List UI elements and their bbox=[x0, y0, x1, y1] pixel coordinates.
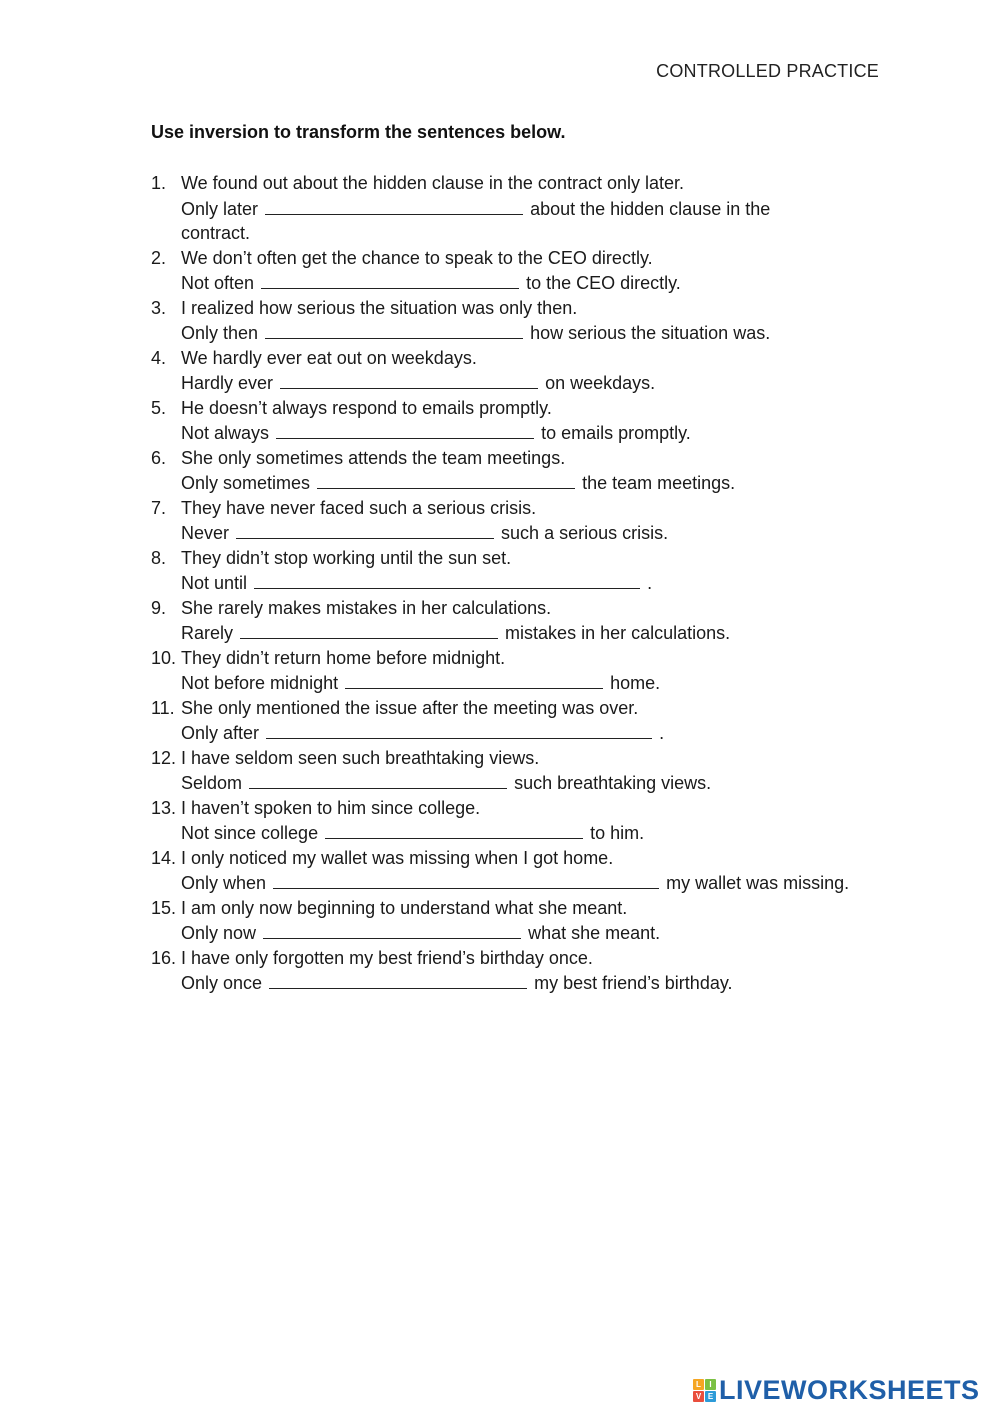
logo-text: LIVEWORKSHEETS bbox=[719, 1374, 980, 1405]
exercise-item bbox=[151, 946, 891, 996]
item-number: 5. bbox=[151, 397, 167, 418]
logo-mark-cell: I bbox=[705, 1379, 716, 1390]
answer-blank[interactable] bbox=[345, 670, 603, 689]
item-number: 12. bbox=[151, 747, 177, 768]
prompt-line bbox=[181, 370, 891, 396]
original-sentence: She only sometimes attends the team meetings. bbox=[181, 447, 566, 468]
prompt-line bbox=[181, 720, 891, 746]
prompt-line bbox=[181, 320, 891, 346]
exercise-item bbox=[151, 796, 891, 846]
answer-blank[interactable] bbox=[280, 370, 538, 389]
answer-blank[interactable] bbox=[265, 196, 523, 215]
prompt-line bbox=[181, 420, 891, 446]
answer-blank[interactable] bbox=[254, 570, 640, 589]
prompt-suffix: such a serious crisis. bbox=[501, 523, 669, 543]
item-number: 15. bbox=[151, 897, 177, 918]
prompt-prefix: Hardly ever bbox=[181, 373, 274, 393]
answer-blank[interactable] bbox=[249, 770, 507, 789]
original-sentence: I have seldom seen such breathtaking views. bbox=[181, 747, 540, 768]
original-sentence: We found out about the hidden clause in the contract only later. bbox=[181, 173, 685, 193]
item-number: 10. bbox=[151, 647, 177, 668]
answer-blank[interactable] bbox=[273, 870, 659, 889]
answer-blank[interactable] bbox=[266, 720, 652, 739]
prompt-prefix: Only later bbox=[181, 198, 259, 219]
original-sentence: She only mentioned the issue after the meeting was over. bbox=[181, 697, 639, 718]
prompt-line bbox=[181, 920, 891, 946]
prompt-prefix: Only then bbox=[181, 323, 259, 343]
logo-mark-cell: V bbox=[693, 1391, 704, 1402]
prompt-suffix: . bbox=[647, 573, 653, 593]
prompt-prefix: Only sometimes bbox=[181, 473, 311, 493]
prompt-line bbox=[181, 820, 891, 846]
prompt-line bbox=[181, 670, 891, 696]
item-number: 2. bbox=[151, 247, 167, 268]
prompt-line bbox=[181, 470, 891, 496]
logo-mark-cell: L bbox=[693, 1379, 704, 1390]
prompt-prefix: Not always bbox=[181, 423, 270, 443]
answer-blank[interactable] bbox=[236, 520, 494, 539]
answer-blank[interactable] bbox=[276, 420, 534, 439]
item-number: 14. bbox=[151, 847, 177, 868]
prompt-prefix: Only once bbox=[181, 973, 263, 993]
prompt-suffix: to the CEO directly. bbox=[526, 273, 681, 293]
exercise-list bbox=[151, 171, 891, 996]
prompt-suffix: to him. bbox=[590, 823, 645, 843]
exercise-item bbox=[151, 346, 891, 396]
prompt-line bbox=[181, 970, 891, 996]
prompt-line bbox=[181, 196, 821, 246]
prompt-prefix: Rarely bbox=[181, 623, 234, 643]
prompt-prefix: Seldom bbox=[181, 773, 243, 793]
prompt-suffix: home. bbox=[610, 673, 661, 693]
original-sentence: We hardly ever eat out on weekdays. bbox=[181, 347, 477, 368]
prompt-line bbox=[181, 520, 891, 546]
prompt-suffix: my best friend’s birthday. bbox=[534, 973, 733, 993]
instruction-heading: Use inversion to transform the sentences below. bbox=[151, 122, 566, 142]
prompt-suffix: about the hidden clause in the contract. bbox=[181, 198, 771, 243]
exercise-item bbox=[151, 496, 891, 546]
prompt-line bbox=[181, 770, 891, 796]
answer-blank[interactable] bbox=[240, 620, 498, 639]
original-sentence: He doesn’t always respond to emails promptly. bbox=[181, 397, 552, 418]
prompt-suffix: the team meetings. bbox=[582, 473, 736, 493]
answer-blank[interactable] bbox=[317, 470, 575, 489]
liveworksheets-logo bbox=[693, 1374, 980, 1406]
exercise-item bbox=[151, 896, 891, 946]
item-number: 4. bbox=[151, 347, 167, 368]
answer-blank[interactable] bbox=[325, 820, 583, 839]
item-number: 7. bbox=[151, 497, 167, 518]
exercise-item bbox=[151, 171, 891, 246]
original-sentence: We don’t often get the chance to speak to the CEO directly. bbox=[181, 247, 653, 268]
prompt-prefix: Never bbox=[181, 523, 230, 543]
prompt-prefix: Not until bbox=[181, 573, 248, 593]
exercise-item bbox=[151, 746, 891, 796]
prompt-suffix: such breathtaking views. bbox=[514, 773, 712, 793]
answer-blank[interactable] bbox=[269, 970, 527, 989]
prompt-suffix: mistakes in her calculations. bbox=[505, 623, 731, 643]
answer-blank[interactable] bbox=[263, 920, 521, 939]
item-number: 3. bbox=[151, 297, 167, 318]
exercise-item bbox=[151, 846, 891, 896]
exercise-item bbox=[151, 596, 891, 646]
original-sentence: I haven’t spoken to him since college. bbox=[181, 797, 481, 818]
prompt-suffix: to emails promptly. bbox=[541, 423, 691, 443]
item-number: 8. bbox=[151, 547, 167, 568]
exercise-item bbox=[151, 446, 891, 496]
item-number: 1. bbox=[151, 173, 167, 193]
original-sentence: I am only now beginning to understand what she meant. bbox=[181, 897, 628, 918]
item-number: 13. bbox=[151, 797, 177, 818]
original-sentence: They didn’t return home before midnight. bbox=[181, 647, 506, 668]
prompt-line bbox=[181, 620, 891, 646]
exercise-item bbox=[151, 296, 891, 346]
prompt-suffix: my wallet was missing. bbox=[666, 873, 850, 893]
exercise-item bbox=[151, 246, 891, 296]
exercise-item bbox=[151, 396, 891, 446]
prompt-prefix: Only when bbox=[181, 873, 267, 893]
prompt-prefix: Only now bbox=[181, 923, 257, 943]
section-label: CONTROLLED PRACTICE bbox=[656, 61, 879, 81]
prompt-prefix: Not since college bbox=[181, 823, 319, 843]
answer-blank[interactable] bbox=[265, 320, 523, 339]
prompt-line bbox=[181, 270, 891, 296]
original-sentence: They have never faced such a serious crisis. bbox=[181, 497, 537, 518]
answer-blank[interactable] bbox=[261, 270, 519, 289]
prompt-prefix: Not often bbox=[181, 273, 255, 293]
item-number: 9. bbox=[151, 597, 167, 618]
original-sentence: She rarely makes mistakes in her calculations. bbox=[181, 597, 552, 618]
prompt-prefix: Only after bbox=[181, 723, 260, 743]
original-sentence: I only noticed my wallet was missing when I got home. bbox=[181, 847, 614, 868]
original-sentence: They didn’t stop working until the sun set. bbox=[181, 547, 512, 568]
prompt-suffix: . bbox=[659, 723, 665, 743]
exercise-item bbox=[151, 546, 891, 596]
exercise-item bbox=[151, 696, 891, 746]
exercise-item bbox=[151, 646, 891, 696]
item-number: 16. bbox=[151, 947, 177, 968]
prompt-suffix: how serious the situation was. bbox=[530, 323, 771, 343]
item-number: 11. bbox=[151, 697, 175, 718]
original-sentence: I realized how serious the situation was only then. bbox=[181, 297, 578, 318]
item-number: 6. bbox=[151, 447, 167, 468]
prompt-suffix: what she meant. bbox=[528, 923, 661, 943]
prompt-suffix: on weekdays. bbox=[545, 373, 656, 393]
logo-mark-cell: E bbox=[705, 1391, 716, 1402]
logo-mark-icon bbox=[693, 1379, 716, 1402]
prompt-prefix: Not before midnight bbox=[181, 673, 339, 693]
prompt-line bbox=[181, 570, 891, 596]
prompt-line bbox=[181, 870, 891, 896]
original-sentence: I have only forgotten my best friend’s birthday once. bbox=[181, 947, 593, 968]
